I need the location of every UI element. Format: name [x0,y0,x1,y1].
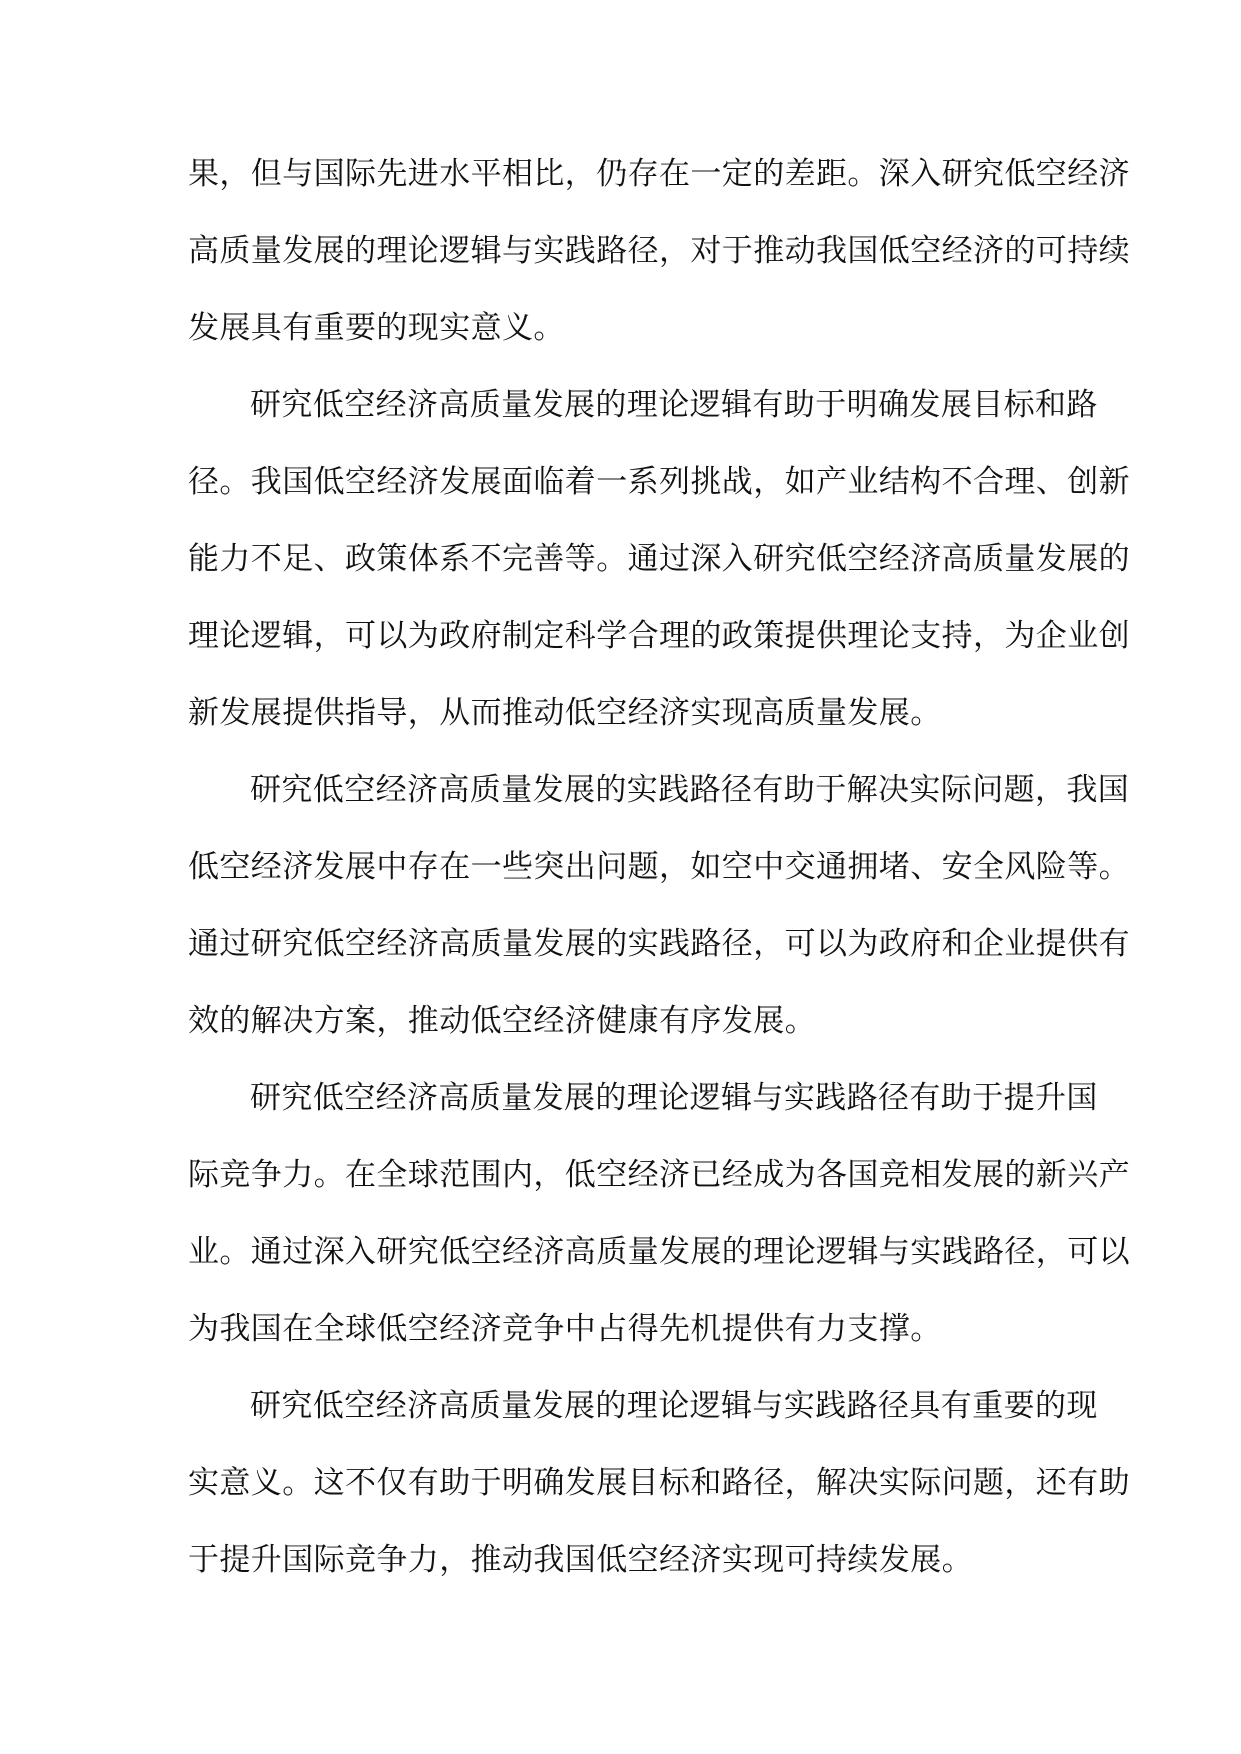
paragraph-1-line-3: 发展具有重要的现实意义。 [188,310,565,346]
paragraph-4-line-2: 际竞争力。在全球范围内，低空经济已经成为各国竞相发展的新兴产 [188,1157,1130,1193]
paragraph-5-line-1: 研究低空经济高质量发展的理论逻辑与实践路径具有重要的现 [250,1388,1098,1424]
paragraph-3-line-2: 低空经济发展中存在一些突出问题，如空中交通拥堵、安全风险等。 [188,849,1130,885]
body-text [188,145,1130,1608]
paragraph-1-line-2: 高质量发展的理论逻辑与实践路径，对于推动我国低空经济的可持续 [188,233,1130,269]
paragraph-2-line-2: 径。我国低空经济发展面临着一系列挑战，如产业结构不合理、创新 [188,464,1130,500]
paragraph-2-line-1: 研究低空经济高质量发展的理论逻辑有助于明确发展目标和路 [250,387,1098,423]
paragraph-4-line-4: 为我国在全球低空经济竞争中占得先机提供有力支撑。 [188,1311,942,1347]
paragraph-4-line-1: 研究低空经济高质量发展的理论逻辑与实践路径有助于提升国 [250,1080,1098,1116]
paragraph-2-line-5: 新发展提供指导，从而推动低空经济实现高质量发展。 [188,695,942,731]
paragraph-3-line-4: 效的解决方案，推动低空经济健康有序发展。 [188,1003,816,1039]
paragraph-5-line-2: 实意义。这不仅有助于明确发展目标和路径，解决实际问题，还有助 [188,1465,1130,1501]
paragraph-3-line-3: 通过研究低空经济高质量发展的实践路径，可以为政府和企业提供有 [188,926,1130,962]
paragraph-5-line-3: 于提升国际竞争力，推动我国低空经济实现可持续发展。 [188,1542,973,1578]
paragraph-4-line-3: 业。通过深入研究低空经济高质量发展的理论逻辑与实践路径，可以 [188,1234,1130,1270]
paragraph-2-line-3: 能力不足、政策体系不完善等。通过深入研究低空经济高质量发展的 [188,541,1130,577]
paragraph-1-line-1: 果，但与国际先进水平相比，仍存在一定的差距。深入研究低空经济 [188,156,1130,192]
paragraph-2-line-4: 理论逻辑，可以为政府制定科学合理的政策提供理论支持，为企业创 [188,618,1130,654]
paragraph-3-line-1: 研究低空经济高质量发展的实践路径有助于解决实际问题，我国 [250,772,1130,808]
